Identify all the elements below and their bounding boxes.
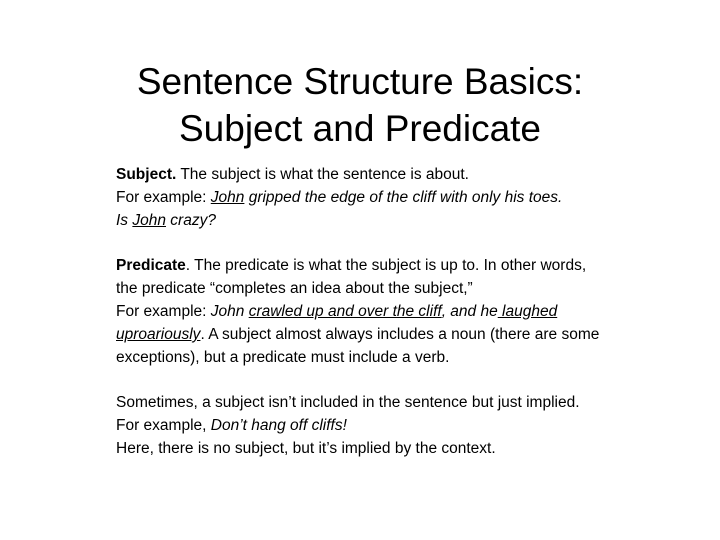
slide-title [60, 58, 660, 152]
predicate-example-prefix: For example: [116, 303, 211, 320]
predicate-example-end: . [200, 326, 205, 343]
title-line-2: Subject and Predicate [178, 108, 541, 149]
subject-example-1 [116, 186, 606, 209]
implied-conclusion: Here, there is no subject, but it’s implied by the context. [116, 440, 496, 457]
predicate-example-subject: John [210, 303, 249, 320]
example2-rest: crazy? [166, 212, 216, 229]
subject-term: Subject. [116, 166, 177, 183]
subject-example-2 [116, 209, 606, 232]
implied-example [116, 414, 606, 437]
example-subject: John [210, 189, 245, 206]
predicate-example-mid: , and he [441, 303, 498, 320]
spacer [116, 369, 606, 391]
example2-prefix: Is [116, 212, 133, 229]
predicate-definition [116, 254, 606, 300]
subject-definition-text: The subject is what the sentence is about. [176, 166, 469, 183]
predicate-example-pred-1: crawled up and over the cliff [248, 303, 442, 320]
implied-example-prefix: For example, [116, 417, 211, 434]
example-rest: gripped the edge of the cliff with only his toes. [244, 189, 563, 206]
predicate-note: A subject almost always includes a noun (there are some exceptions), but a predicate must include a verb. [116, 326, 600, 366]
predicate-definition-text: . The predicate is what the subject is up to. In other words, the predicate “completes an idea about the subject,” [116, 257, 587, 297]
predicate-example [116, 300, 606, 369]
example2-subject: John [132, 212, 166, 229]
slide-body [116, 163, 606, 460]
spacer [116, 232, 606, 254]
predicate-example-pred-2: laughed uproariously [116, 303, 558, 343]
subject-definition [116, 163, 606, 186]
example-prefix: For example: [116, 189, 211, 206]
predicate-term: Predicate [116, 257, 186, 274]
implied-example-text: Don’t hang off cliffs! [210, 417, 347, 434]
implied-intro: Sometimes, a subject isn’t included in the sentence but just implied. [116, 394, 580, 411]
title-line-1: Sentence Structure Basics: [136, 61, 584, 102]
